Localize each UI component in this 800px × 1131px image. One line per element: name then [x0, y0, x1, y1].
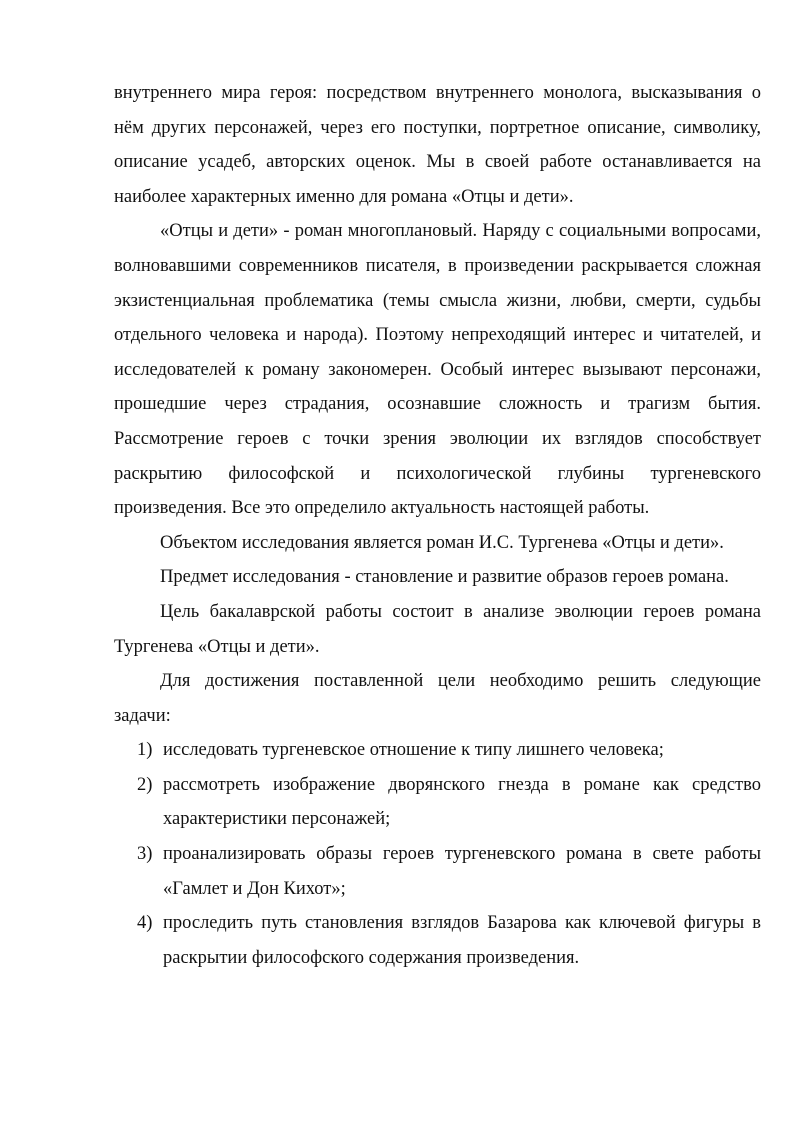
list-item-text: рассмотреть изображение дворянского гнезда в романе как средство характеристики персонажей; — [163, 774, 761, 830]
list-item-text: проанализировать образы героев тургеневского романа в свете работы «Гамлет и Дон Кихот»; — [163, 844, 761, 899]
list-item-number: 1) — [137, 740, 153, 761]
tasks-list — [114, 733, 761, 975]
list-item — [114, 837, 761, 906]
list-item-number: 2) — [137, 774, 153, 795]
list-item-text: проследить путь становления взглядов Базарова как ключевой фигуры в раскрытии философского содержания произведения. — [163, 913, 761, 968]
paragraph-object: Объектом исследования является роман И.С. Тургенева «Отцы и дети». — [160, 532, 724, 553]
paragraph-subject: Предмет исследования - становление и развитие образов героев романа. — [160, 567, 729, 588]
list-item-number: 4) — [137, 913, 153, 934]
document-page — [114, 76, 761, 975]
list-item — [114, 768, 761, 837]
paragraph-continuation: внутреннего мира героя: посредством внутреннего монолога, высказывания о нём других персонажей, через его поступки, портретное описание, символику, описание усадеб, авторских оценок. Мы в своей работе останавливается на наиболее характерных именно для романа «Отцы и дети». — [114, 83, 761, 207]
paragraph-tasks-intro: Для достижения поставленной цели необходимо решить следующие задачи: — [114, 671, 761, 726]
paragraph-goal: Цель бакалаврской работы состоит в анализе эволюции героев романа Тургенева «Отцы и дети». — [114, 601, 761, 657]
list-item — [114, 733, 761, 768]
list-item-number: 3) — [137, 844, 153, 865]
paragraph-relevance: «Отцы и дети» - роман многоплановый. Наряду с социальными вопросами, волновавшими современников писателя, в произведении раскрывается сложная экзистенциальная проблематика (темы смысла жизни, любви, смерти, судьбы отдельного человека и народа). Поэтому непреходящий интерес и читателей, и исследователей к роману закономерен. Особый интерес вызывают персонажи, прошедшие через страдания, осознавшие сложность и трагизм бытия. Рассмотрение героев с точки зрения эволюции их взглядов способствует раскрытию философской и психологической глубины тургеневского произведения. Все это определило актуальность настоящей работы. — [114, 221, 761, 519]
list-item-text: исследовать тургеневское отношение к типу лишнего человека; — [163, 740, 664, 761]
list-item — [114, 906, 761, 975]
